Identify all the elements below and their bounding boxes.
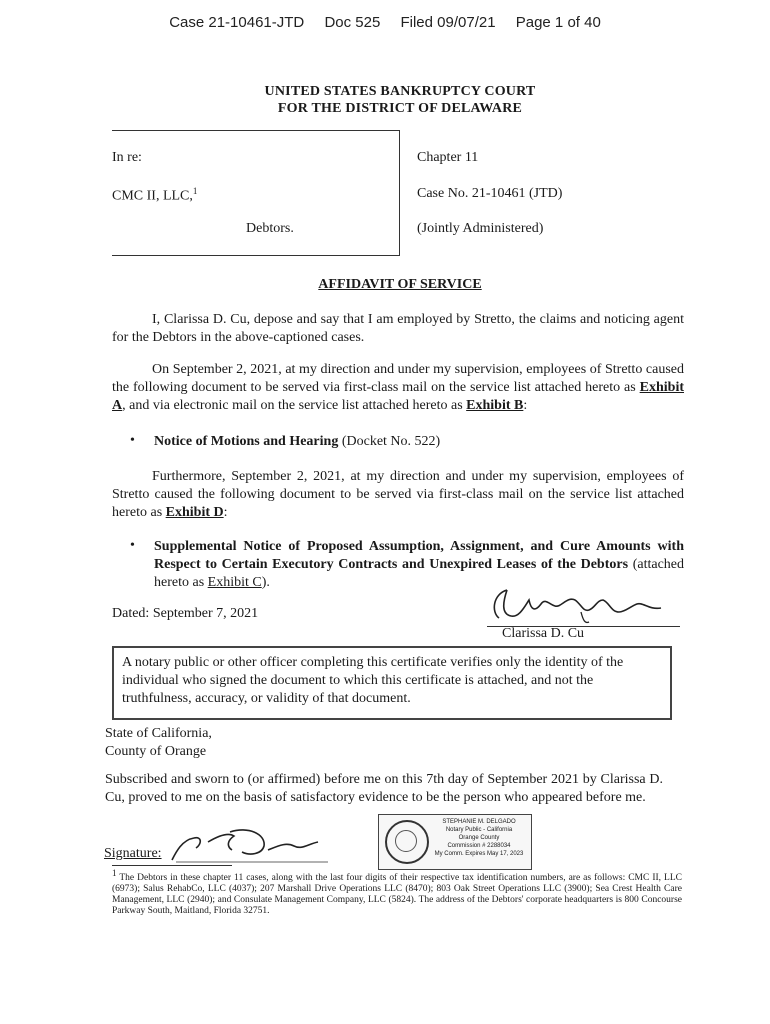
caption-jointly-administered: (Jointly Administered)	[417, 221, 544, 236]
bullet-dot: •	[130, 538, 135, 553]
court-name: UNITED STATES BANKRUPTCY COURT	[264, 84, 536, 99]
caption-case-number: Case No. 21-10461 (JTD)	[417, 186, 563, 201]
caption-chapter: Chapter 11	[417, 150, 479, 165]
exhibit-c-ref: Exhibit C	[207, 575, 262, 590]
venue-county: County of Orange	[105, 744, 207, 759]
notary-signature-label: Signature:	[104, 846, 162, 861]
bullet-2-document-name: Supplemental Notice of Proposed Assumption, Assignment, and Cure Amounts with Respect to Certain Executory Contracts and Unexpired Leases of the Debtors	[154, 539, 684, 572]
footnote-1	[112, 868, 682, 917]
doc-number-header: Doc 525	[324, 14, 381, 31]
notary-expiration: My Comm. Expires May 17, 2023	[434, 851, 524, 857]
exhibit-b-ref: Exhibit B	[466, 398, 524, 413]
caption-in-re: In re:	[112, 150, 142, 165]
exhibit-d-ref: Exhibit D	[165, 505, 224, 520]
notary-disclaimer-text: A notary public or other officer completing this certificate verifies only the identity of the individual who signed the document to which this certificate is attached, and not the truthfulness, accuracy, or validity of that document.	[122, 655, 624, 706]
paragraph-2-text-b: , and via electronic mail on the service list attached hereto as	[122, 398, 467, 413]
paragraph-2	[112, 361, 684, 415]
jurat-text: Subscribed and sworn to (or affirmed) before me on this 7th day of September 2021 by Clarissa D. Cu, proved to me on the basis of satisfactory evidence to be the person who appeared before me.	[105, 772, 663, 805]
court-district: FOR THE DISTRICT OF DELAWARE	[277, 101, 523, 116]
notary-commission: Commission # 2288034	[447, 843, 511, 849]
paragraph-1: I, Clarissa D. Cu, depose and say that I am employed by Stretto, the claims and noticing agent for the Debtors in the above-captioned cases.	[112, 312, 684, 345]
dated-line: Dated: September 7, 2021	[112, 606, 259, 621]
document-title: AFFIDAVIT OF SERVICE	[318, 277, 482, 292]
filing-header	[0, 14, 770, 31]
caption-debtor	[112, 186, 197, 205]
affiant-name: Clarissa D. Cu	[502, 626, 585, 641]
footnote-marker: 1	[112, 868, 117, 878]
court-title	[0, 83, 770, 117]
filed-date-header: Filed 09/07/21	[400, 14, 496, 31]
paragraph-3	[112, 468, 684, 522]
paragraph-3-text: Furthermore, September 2, 2021, at my direction and under my supervision, employees of Stretto caused the following document to be served via first-class mail on the service list attached hereto as	[112, 469, 684, 520]
bullet-2-text-b: ).	[261, 575, 270, 590]
notary-county: Orange County	[458, 835, 500, 841]
affiant-signature-image	[485, 582, 685, 628]
paragraph-2-text: On September 2, 2021, at my direction and under my supervision, employees of Stretto caused the following document to be served via first-class mail on the service list attached hereto as	[112, 362, 684, 395]
notary-seal-stamp	[378, 814, 532, 870]
bullet-item-1	[154, 433, 684, 451]
caption-debtors-label: Debtors.	[246, 221, 294, 236]
bullet-1-docket: (Docket No. 522)	[338, 434, 441, 449]
case-number-header: Case 21-10461-JTD	[169, 14, 305, 31]
state-seal-icon	[385, 820, 429, 864]
footnote-divider	[112, 865, 232, 866]
notary-stamp-text	[429, 818, 529, 858]
notary-disclaimer-box	[112, 646, 672, 720]
paragraph-3-text-b: :	[223, 505, 228, 520]
notary-signature-image	[168, 822, 348, 868]
page-number-header: Page 1 of 40	[515, 14, 601, 31]
footnote-text: The Debtors in these chapter 11 cases, along with the last four digits of their respective tax identification numbers, are as follows: CMC II, LLC (6973); Salus RehabCo, LLC (4037); 207 Marshall Drive Operations LLC (8470); 803 Oak Street Operations LLC (3900); Sea Crest Health Care Management, LLC (2940); and Consulate Management Company, LLC (5824). The address of the Debtors' corporate headquarters is 800 Concourse Parkway South, Maitland, Florida 32751.	[112, 873, 682, 917]
bullet-2-text: (attached hereto as	[154, 557, 685, 590]
caption-debtor-name: CMC II, LLC,	[112, 188, 193, 204]
venue-state: State of California,	[105, 726, 212, 741]
notary-title: Notary Public - California	[445, 827, 513, 833]
bullet-dot: •	[130, 433, 135, 448]
paragraph-2-text-c: :	[523, 398, 528, 413]
notary-name: STEPHANIE M. DELGADO	[442, 819, 516, 825]
footnote-ref: 1	[192, 186, 198, 196]
bullet-1-document-name: Notice of Motions and Hearing	[154, 434, 339, 449]
exhibit-a-ref: Exhibit A	[112, 380, 684, 413]
